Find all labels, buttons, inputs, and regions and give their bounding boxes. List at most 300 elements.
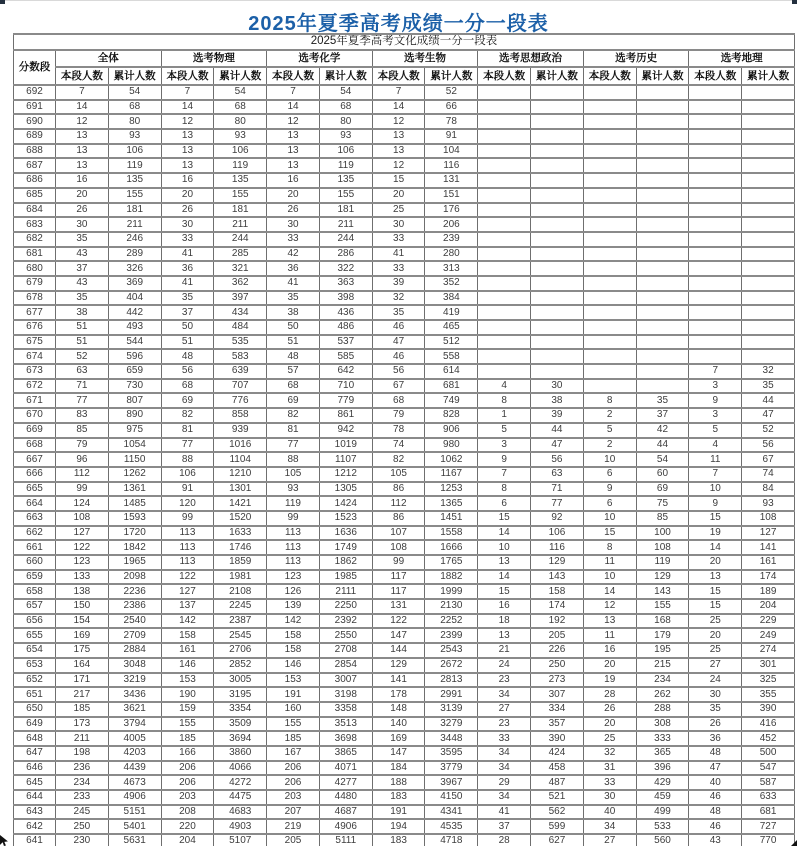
count-cell: 27 — [478, 702, 531, 717]
count-cell: 211 — [108, 217, 161, 232]
count-cell: 234 — [56, 775, 109, 790]
count-cell: 12 — [372, 114, 425, 129]
count-cell: 32 — [372, 291, 425, 306]
count-cell: 770 — [742, 834, 795, 846]
count-cell: 93 — [214, 129, 267, 144]
count-cell: 429 — [636, 775, 689, 790]
count-cell: 2130 — [425, 599, 478, 614]
table-row — [14, 746, 795, 761]
count-cell: 614 — [425, 364, 478, 379]
count-cell: 184 — [372, 761, 425, 776]
count-cell: 1305 — [319, 482, 372, 497]
score-cell: 652 — [14, 673, 56, 688]
count-cell: 47 — [689, 761, 742, 776]
table-row — [14, 217, 795, 232]
count-cell: 3279 — [425, 717, 478, 732]
count-cell — [583, 232, 636, 247]
table-row — [14, 232, 795, 247]
count-cell: 4673 — [108, 775, 161, 790]
count-cell — [636, 188, 689, 203]
count-cell: 1633 — [214, 526, 267, 541]
count-cell: 119 — [267, 496, 320, 511]
count-cell: 4066 — [214, 761, 267, 776]
count-cell: 211 — [214, 217, 267, 232]
count-cell: 942 — [319, 423, 372, 438]
count-cell: 33 — [372, 261, 425, 276]
score-cell: 664 — [14, 496, 56, 511]
score-cell: 654 — [14, 643, 56, 658]
count-cell: 43 — [689, 834, 742, 846]
count-cell: 436 — [319, 305, 372, 320]
count-cell: 150 — [56, 599, 109, 614]
count-cell: 4480 — [319, 790, 372, 805]
count-cell: 169 — [56, 628, 109, 643]
count-cell: 113 — [267, 555, 320, 570]
count-cell: 560 — [636, 834, 689, 846]
count-cell: 2387 — [214, 614, 267, 629]
score-cell: 692 — [14, 85, 56, 100]
top-left-corner-mark — [0, 0, 5, 4]
table-row — [14, 276, 795, 291]
count-cell: 54 — [108, 85, 161, 100]
count-cell: 107 — [372, 526, 425, 541]
count-cell: 82 — [267, 408, 320, 423]
count-cell: 155 — [636, 599, 689, 614]
count-cell — [531, 247, 584, 262]
count-cell: 35 — [161, 291, 214, 306]
table-row — [14, 482, 795, 497]
count-cell: 1746 — [214, 540, 267, 555]
count-cell: 127 — [161, 584, 214, 599]
count-cell — [636, 100, 689, 115]
count-cell: 113 — [161, 540, 214, 555]
count-cell: 12 — [56, 114, 109, 129]
score-cell: 658 — [14, 584, 56, 599]
count-cell: 44 — [742, 393, 795, 408]
count-cell: 140 — [372, 717, 425, 732]
count-cell: 30 — [267, 217, 320, 232]
count-cell: 465 — [425, 320, 478, 335]
count-cell — [689, 203, 742, 218]
count-cell: 521 — [531, 790, 584, 805]
count-cell: 1062 — [425, 452, 478, 467]
table-row — [14, 540, 795, 555]
count-cell — [742, 335, 795, 350]
count-cell: 3621 — [108, 702, 161, 717]
score-cell: 665 — [14, 482, 56, 497]
count-cell — [636, 305, 689, 320]
count-cell: 25 — [372, 203, 425, 218]
count-cell: 2 — [583, 438, 636, 453]
count-cell: 369 — [108, 276, 161, 291]
count-cell: 681 — [742, 805, 795, 820]
count-cell: 274 — [742, 643, 795, 658]
count-cell: 15 — [478, 584, 531, 599]
count-cell: 86 — [372, 482, 425, 497]
count-cell: 25 — [689, 643, 742, 658]
count-cell: 730 — [108, 379, 161, 394]
table-row — [14, 408, 795, 423]
count-cell: 13 — [161, 144, 214, 159]
score-cell: 643 — [14, 805, 56, 820]
count-cell: 66 — [425, 100, 478, 115]
count-cell: 779 — [319, 393, 372, 408]
count-cell: 7 — [56, 85, 109, 100]
count-cell: 191 — [372, 805, 425, 820]
count-cell — [478, 305, 531, 320]
count-cell: 93 — [267, 482, 320, 497]
count-cell: 104 — [425, 144, 478, 159]
count-cell: 50 — [161, 320, 214, 335]
count-cell: 46 — [372, 349, 425, 364]
count-cell: 8 — [478, 393, 531, 408]
count-cell: 1301 — [214, 482, 267, 497]
count-cell: 3139 — [425, 702, 478, 717]
count-cell: 41 — [161, 276, 214, 291]
count-cell: 122 — [161, 570, 214, 585]
count-cell: 83 — [56, 408, 109, 423]
count-cell: 123 — [267, 570, 320, 585]
group-header-0: 全体 — [56, 50, 162, 67]
count-cell: 68 — [372, 393, 425, 408]
count-cell — [583, 379, 636, 394]
count-cell: 74 — [372, 438, 425, 453]
count-cell: 484 — [214, 320, 267, 335]
count-cell: 139 — [267, 599, 320, 614]
score-cell: 686 — [14, 173, 56, 188]
score-cell: 666 — [14, 467, 56, 482]
count-cell: 749 — [425, 393, 478, 408]
count-cell — [478, 320, 531, 335]
count-cell: 155 — [214, 188, 267, 203]
count-cell: 7 — [161, 85, 214, 100]
count-cell: 43 — [56, 247, 109, 262]
count-cell — [583, 173, 636, 188]
count-cell: 88 — [267, 452, 320, 467]
count-cell: 5401 — [108, 819, 161, 834]
count-cell: 906 — [425, 423, 478, 438]
score-cell: 689 — [14, 129, 56, 144]
count-cell: 1523 — [319, 511, 372, 526]
count-cell: 30 — [689, 687, 742, 702]
count-cell — [478, 144, 531, 159]
count-cell: 828 — [425, 408, 478, 423]
count-cell: 158 — [267, 628, 320, 643]
count-cell: 79 — [56, 438, 109, 453]
count-cell: 4071 — [319, 761, 372, 776]
score-cell: 675 — [14, 335, 56, 350]
count-cell: 301 — [742, 658, 795, 673]
count-cell: 161 — [161, 643, 214, 658]
count-cell: 6 — [478, 496, 531, 511]
count-cell — [636, 173, 689, 188]
count-cell: 20 — [372, 188, 425, 203]
count-cell: 123 — [56, 555, 109, 570]
count-cell: 3967 — [425, 775, 478, 790]
count-cell: 51 — [56, 320, 109, 335]
score-cell: 667 — [14, 452, 56, 467]
count-cell: 707 — [214, 379, 267, 394]
count-cell: 19 — [583, 673, 636, 688]
sub-header: 本段人数 — [161, 67, 214, 85]
count-cell: 710 — [319, 379, 372, 394]
count-cell: 13 — [267, 158, 320, 173]
count-cell: 48 — [689, 746, 742, 761]
count-cell: 30 — [56, 217, 109, 232]
count-cell: 585 — [319, 349, 372, 364]
count-cell: 15 — [478, 511, 531, 526]
count-cell: 176 — [425, 203, 478, 218]
count-cell: 106 — [161, 467, 214, 482]
score-cell: 678 — [14, 291, 56, 306]
count-cell: 288 — [636, 702, 689, 717]
count-cell: 63 — [531, 467, 584, 482]
count-cell: 2854 — [319, 658, 372, 673]
sub-header: 累计人数 — [108, 67, 161, 85]
count-cell — [583, 144, 636, 159]
count-cell: 208 — [161, 805, 214, 820]
count-cell — [583, 129, 636, 144]
count-cell: 34 — [583, 819, 636, 834]
count-cell: 233 — [56, 790, 109, 805]
count-cell — [689, 173, 742, 188]
count-cell: 189 — [742, 584, 795, 599]
count-cell: 1104 — [214, 452, 267, 467]
count-cell: 547 — [742, 761, 795, 776]
count-cell: 93 — [742, 496, 795, 511]
count-cell: 2 — [583, 408, 636, 423]
table-row — [14, 379, 795, 394]
count-cell: 452 — [742, 731, 795, 746]
count-cell: 126 — [267, 584, 320, 599]
score-column-header: 分数段 — [14, 50, 56, 85]
count-cell: 99 — [161, 511, 214, 526]
count-cell: 82 — [161, 408, 214, 423]
count-cell: 2884 — [108, 643, 161, 658]
count-cell: 52 — [56, 349, 109, 364]
count-cell — [689, 129, 742, 144]
count-cell — [478, 85, 531, 100]
count-cell — [531, 173, 584, 188]
count-cell: 2399 — [425, 628, 478, 643]
count-cell: 36 — [689, 731, 742, 746]
count-cell — [636, 335, 689, 350]
sub-header: 累计人数 — [214, 67, 267, 85]
count-cell — [689, 158, 742, 173]
count-cell: 3595 — [425, 746, 478, 761]
count-cell: 9 — [689, 393, 742, 408]
table-row — [14, 144, 795, 159]
count-cell: 8 — [583, 393, 636, 408]
count-cell: 133 — [56, 570, 109, 585]
count-cell: 20 — [56, 188, 109, 203]
count-cell: 143 — [531, 570, 584, 585]
count-cell — [531, 217, 584, 232]
count-cell — [583, 247, 636, 262]
count-cell — [636, 247, 689, 262]
count-cell: 185 — [267, 731, 320, 746]
count-cell — [636, 114, 689, 129]
count-cell: 1016 — [214, 438, 267, 453]
count-cell: 21 — [478, 643, 531, 658]
count-cell — [636, 85, 689, 100]
count-cell — [689, 291, 742, 306]
count-cell: 1421 — [214, 496, 267, 511]
count-cell: 190 — [161, 687, 214, 702]
count-cell: 20 — [583, 717, 636, 732]
count-cell: 191 — [267, 687, 320, 702]
sub-header: 本段人数 — [583, 67, 636, 85]
score-cell: 684 — [14, 203, 56, 218]
count-cell: 56 — [372, 364, 425, 379]
count-cell — [742, 114, 795, 129]
count-cell: 71 — [56, 379, 109, 394]
count-cell: 2706 — [214, 643, 267, 658]
count-cell: 15 — [689, 584, 742, 599]
count-cell: 113 — [267, 540, 320, 555]
count-cell — [636, 291, 689, 306]
count-cell: 4 — [689, 438, 742, 453]
score-cell: 663 — [14, 511, 56, 526]
count-cell: 442 — [108, 305, 161, 320]
count-cell: 4683 — [214, 805, 267, 820]
count-cell: 858 — [214, 408, 267, 423]
count-cell: 127 — [742, 526, 795, 541]
count-cell: 1882 — [425, 570, 478, 585]
count-cell: 3436 — [108, 687, 161, 702]
count-cell — [531, 320, 584, 335]
count-cell: 3513 — [319, 717, 372, 732]
count-cell: 352 — [425, 276, 478, 291]
count-cell: 85 — [56, 423, 109, 438]
count-cell: 1558 — [425, 526, 478, 541]
count-cell: 91 — [425, 129, 478, 144]
count-cell: 68 — [214, 100, 267, 115]
count-cell: 5107 — [214, 834, 267, 846]
count-cell: 5 — [689, 423, 742, 438]
sub-header-row — [14, 67, 795, 85]
count-cell: 14 — [478, 526, 531, 541]
count-cell: 206 — [425, 217, 478, 232]
count-cell: 5 — [583, 423, 636, 438]
table-row — [14, 834, 795, 846]
count-cell: 52 — [742, 423, 795, 438]
count-cell — [531, 158, 584, 173]
count-cell: 458 — [531, 761, 584, 776]
count-cell: 124 — [56, 496, 109, 511]
count-cell: 244 — [214, 232, 267, 247]
count-cell: 30 — [161, 217, 214, 232]
table-row — [14, 628, 795, 643]
count-cell — [636, 364, 689, 379]
count-cell: 33 — [267, 232, 320, 247]
count-cell: 84 — [742, 482, 795, 497]
count-cell: 3860 — [214, 746, 267, 761]
count-cell: 185 — [161, 731, 214, 746]
count-cell: 307 — [531, 687, 584, 702]
count-cell: 211 — [319, 217, 372, 232]
count-cell: 2540 — [108, 614, 161, 629]
count-cell: 195 — [636, 643, 689, 658]
count-cell: 326 — [108, 261, 161, 276]
count-cell: 1636 — [319, 526, 372, 541]
count-cell: 99 — [267, 511, 320, 526]
count-cell — [689, 247, 742, 262]
count-cell: 16 — [478, 599, 531, 614]
count-cell: 807 — [108, 393, 161, 408]
score-cell: 679 — [14, 276, 56, 291]
count-cell: 37 — [161, 305, 214, 320]
count-cell: 1862 — [319, 555, 372, 570]
count-cell: 4203 — [108, 746, 161, 761]
count-cell: 77 — [267, 438, 320, 453]
count-cell: 146 — [161, 658, 214, 673]
count-cell: 459 — [636, 790, 689, 805]
count-cell: 85 — [636, 511, 689, 526]
score-cell: 651 — [14, 687, 56, 702]
count-cell: 280 — [425, 247, 478, 262]
count-cell: 397 — [214, 291, 267, 306]
count-cell: 38 — [531, 393, 584, 408]
count-cell — [583, 305, 636, 320]
count-cell: 46 — [689, 790, 742, 805]
count-cell: 169 — [372, 731, 425, 746]
count-cell: 135 — [319, 173, 372, 188]
count-cell: 1253 — [425, 482, 478, 497]
count-cell: 144 — [372, 643, 425, 658]
score-cell: 668 — [14, 438, 56, 453]
count-cell: 158 — [531, 584, 584, 599]
count-cell: 14 — [478, 570, 531, 585]
count-cell: 50 — [267, 320, 320, 335]
count-cell: 562 — [531, 805, 584, 820]
count-cell — [636, 261, 689, 276]
count-cell: 34 — [478, 687, 531, 702]
count-cell: 245 — [56, 805, 109, 820]
count-cell: 113 — [267, 526, 320, 541]
count-cell: 203 — [267, 790, 320, 805]
count-cell: 192 — [531, 614, 584, 629]
count-cell: 207 — [267, 805, 320, 820]
count-cell: 41 — [161, 247, 214, 262]
count-cell: 273 — [531, 673, 584, 688]
count-cell: 108 — [56, 511, 109, 526]
count-cell: 117 — [372, 570, 425, 585]
count-cell — [689, 144, 742, 159]
count-cell: 129 — [372, 658, 425, 673]
score-cell: 649 — [14, 717, 56, 732]
count-cell: 535 — [214, 335, 267, 350]
count-cell: 26 — [56, 203, 109, 218]
count-cell: 1107 — [319, 452, 372, 467]
count-cell: 112 — [372, 496, 425, 511]
count-cell: 313 — [425, 261, 478, 276]
count-cell: 229 — [742, 614, 795, 629]
count-cell — [742, 85, 795, 100]
count-cell: 15 — [689, 599, 742, 614]
count-cell — [583, 114, 636, 129]
score-cell: 650 — [14, 702, 56, 717]
count-cell — [531, 144, 584, 159]
score-cell: 669 — [14, 423, 56, 438]
count-cell: 206 — [161, 775, 214, 790]
count-cell: 174 — [742, 570, 795, 585]
count-cell: 3779 — [425, 761, 478, 776]
count-cell: 173 — [56, 717, 109, 732]
count-cell — [583, 364, 636, 379]
top-right-corner-mark — [792, 0, 797, 4]
count-cell — [531, 305, 584, 320]
